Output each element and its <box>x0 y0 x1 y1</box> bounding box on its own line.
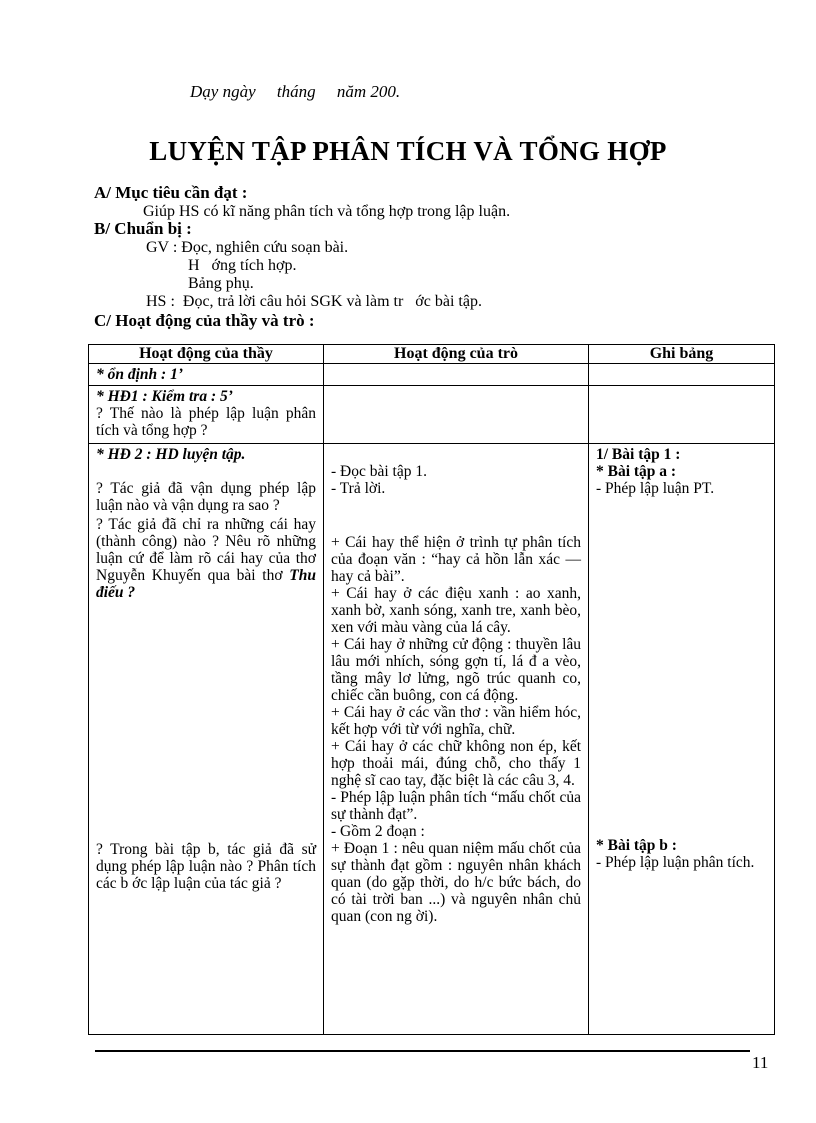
kiem-tra-title: * HĐ1 : Kiểm tra : 5’ <box>96 388 233 405</box>
teacher-question-1: ? Tác giả đã vận dụng phép lập luận nào và vận dụng ra sao ? <box>96 480 316 514</box>
activity-table <box>88 344 775 1035</box>
section-b-heading: B/ Chuẩn bị : <box>94 219 192 238</box>
page-number: 11 <box>752 1053 769 1072</box>
empty-cell <box>324 386 589 444</box>
kiem-tra-question: ? Thế nào là phép lập luận phân tích và tổng hợp ? <box>96 405 316 439</box>
student-line: - Phép lập luận phân tích “mấu chốt của sự thành đạt”. <box>331 789 581 823</box>
section-b-hs: HS : Đọc, trả lời câu hỏi SGK và làm tr ớc bài tập. <box>146 293 482 310</box>
date-line: Dạy ngày tháng năm 200. <box>190 82 401 101</box>
section-c-heading: C/ Hoạt động của thầy và trò : <box>94 311 315 330</box>
student-line: + Đoạn 1 : nêu quan niệm mấu chốt của sự thành đạt gồm : nguyên nhân khách quan (do gặp thời, do h/c bức bách, do có tài trời ban ...) và nguyên nhân chủ quan (con ng ời). <box>331 840 581 925</box>
student-line: - Gồm 2 đoạn : <box>331 823 425 840</box>
luyen-tap-title: * HĐ 2 : HD luyện tập. <box>96 446 246 463</box>
board-bai-tap-a-text: - Phép lập luận PT. <box>596 480 715 497</box>
section-a-text: Giúp HS có kĩ năng phân tích và tổng hợp trong lập luận. <box>143 203 511 220</box>
section-b-gv-3: Bảng phụ. <box>188 275 254 292</box>
kiem-tra-cell <box>89 386 324 444</box>
teacher-activity-cell <box>89 444 324 1035</box>
section-b-gv-1: GV : Đọc, nghiên cứu soạn bài. <box>146 239 349 256</box>
footer-rule <box>95 1050 750 1052</box>
student-line: + Cái hay ở các chữ không non ép, kết hợp thoải mái, đúng chỗ, cho thấy 1 nghệ sĩ cao tay, đặc biệt là các câu 3, 4. <box>331 738 581 789</box>
student-line: + Cái hay thể hiện ở trình tự phân tích của đoạn văn : “hay cả hồn lẫn xác — hay cả bài”. <box>331 534 581 585</box>
board-cell <box>589 444 775 1035</box>
teacher-question-2 <box>96 516 316 601</box>
board-bai-tap-b: * Bài tập b : <box>596 837 677 854</box>
student-line: - Đọc bài tập 1. <box>331 463 427 480</box>
student-line: + Cái hay ở những cử động : thuyền lâu lâu mới nhích, sóng gợn tí, lá đ a vèo, tầng mây lơ lửng, ngõ trúc quanh co, chiếc cần buông, con cá động. <box>331 636 581 704</box>
teacher-question-2-text: ? Tác giả đã chỉ ra những cái hay (thành công) nào ? Nêu rõ những luận cứ để làm rõ cái hay của thơ Nguyễn Khuyến qua bài thơ <box>96 516 316 584</box>
header-student: Hoạt động của trò <box>324 345 589 364</box>
student-line: + Cái hay ở các điệu xanh : ao xanh, xanh bờ, xanh sóng, xanh tre, xanh bèo, xen với màu vàng của lá cây. <box>331 585 581 636</box>
section-b-gv-2: H ớng tích hợp. <box>188 257 297 274</box>
page-title: LUYỆN TẬP PHÂN TÍCH VÀ TỔNG HỢP <box>149 136 667 166</box>
student-line: + Cái hay ở các vần thơ : vần hiểm hóc, kết hợp với từ với nghĩa, chữ. <box>331 704 581 738</box>
table-row-on-dinh <box>89 364 775 386</box>
table-row-luyen-tap <box>89 444 775 1035</box>
table-header-row <box>89 345 775 364</box>
student-line: - Trả lời. <box>331 480 386 497</box>
empty-cell <box>324 364 589 386</box>
board-bai-tap-a: * Bài tập a : <box>596 463 677 480</box>
header-teacher: Hoạt động của thầy <box>89 345 324 364</box>
header-board: Ghi bảng <box>589 345 775 364</box>
board-bai-tap-1: 1/ Bài tập 1 : <box>596 446 681 463</box>
section-a-heading: A/ Mục tiêu cần đạt : <box>94 183 248 202</box>
empty-cell <box>589 364 775 386</box>
teacher-question-3: ? Trong bài tập b, tác giả đã sử dụng phép lập luận nào ? Phân tích các b ớc lập luận của tác giả ? <box>96 841 316 892</box>
on-dinh-cell: * ổn định : 1’ <box>89 364 324 386</box>
poem-title: Thu điếu ? <box>96 567 316 601</box>
board-bai-tap-b-text: - Phép lập luận phân tích. <box>596 854 755 871</box>
table-row-kiem-tra <box>89 386 775 444</box>
empty-cell <box>589 386 775 444</box>
student-activity-cell <box>324 444 589 1035</box>
